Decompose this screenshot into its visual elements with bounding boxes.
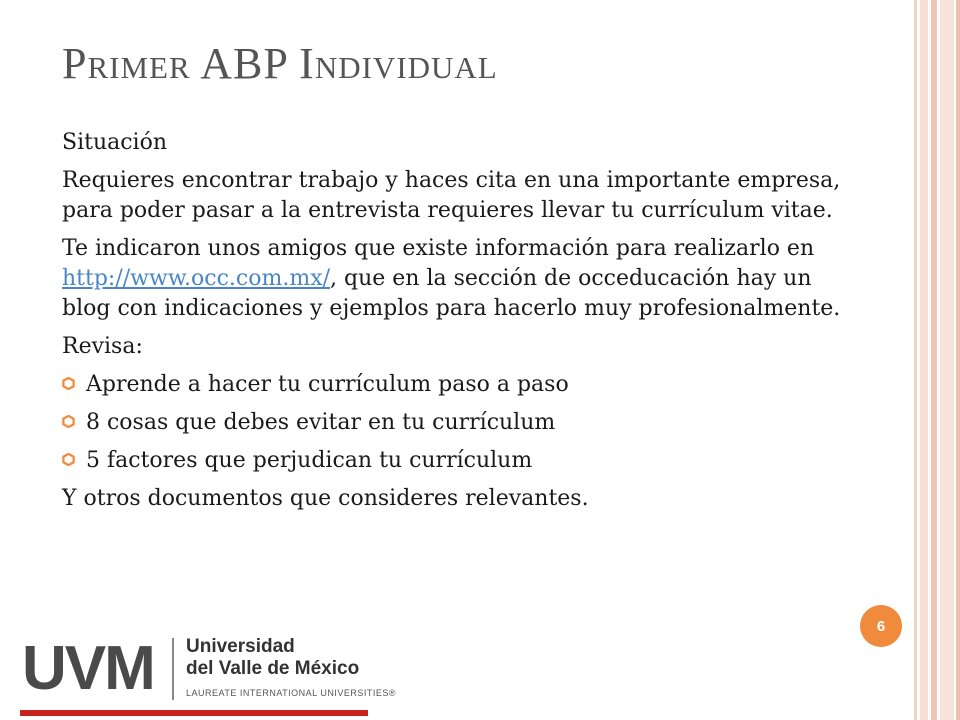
hexagon-bullet-icon [62, 415, 75, 428]
logo-red-bar [20, 710, 368, 716]
list-item-label: 8 cosas que debes evitar en tu currículum [86, 410, 556, 435]
logo-letters: UVM [22, 634, 154, 703]
slide-content [62, 128, 862, 522]
paragraph-info [62, 234, 862, 324]
logo-name-line2: del Valle de México [186, 658, 360, 679]
paragraph-info-before: Te indicaron unos amigos que existe información para realizarlo en [62, 236, 815, 261]
list-item [62, 370, 862, 400]
hexagon-bullet-icon [62, 377, 75, 390]
list-item-label: 5 factores que perjudican tu currículum [86, 448, 533, 473]
list-item-label: Aprende a hacer tu currículum paso a paso [86, 372, 569, 397]
logo-name-line1: Universidad [186, 636, 295, 657]
closing-text: Y otros documentos que consideres relevantes. [62, 486, 589, 511]
paragraph-info-after: , que en la sección de occeducación hay un blog con indicaciones y ejemplos para hacerlo muy profesionalmente. [62, 266, 841, 321]
situation-heading: Situación [62, 130, 168, 155]
uvm-logo [20, 632, 396, 720]
hexagon-bullet-icon [62, 453, 75, 466]
review-label: Revisa: [62, 334, 143, 359]
list-item [62, 446, 862, 476]
decorative-stripes [914, 0, 960, 720]
list-item [62, 408, 862, 438]
slide-title: Primer ABP Individual [62, 39, 498, 88]
occ-link[interactable]: http://www.occ.com.mx/ [62, 266, 331, 291]
logo-subtitle: LAUREATE INTERNATIONAL UNIVERSITIES® [186, 688, 396, 698]
paragraph-situation: Requieres encontrar trabajo y haces cita en una importante empresa, para poder pasar a la entrevista requieres llevar tu currículum vitae. [62, 168, 841, 223]
page-number-badge: 6 [860, 605, 902, 647]
logo-university-name [186, 636, 359, 680]
review-list [62, 370, 862, 476]
logo-divider [172, 638, 174, 700]
